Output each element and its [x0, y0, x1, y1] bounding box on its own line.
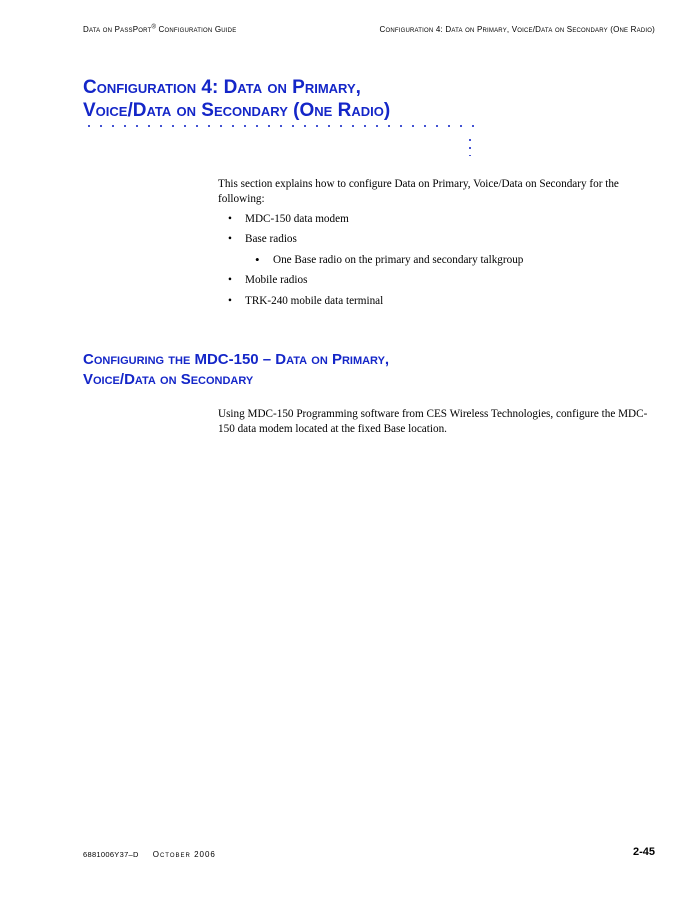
bullet-icon: • [228, 233, 232, 246]
dotted-rule [83, 124, 475, 128]
list-item-label: One Base radio on the primary and secondary talkgroup [273, 253, 524, 266]
page-number: 2-45 [632, 846, 655, 858]
list-item-label: MDC-150 data modem [245, 213, 349, 225]
bullet-icon: • [228, 213, 232, 225]
footer-left [83, 850, 216, 859]
list-item [218, 294, 648, 309]
sub-list-item [218, 253, 648, 268]
subsection-title-line-2: Voice/Data on Secondary [83, 371, 254, 388]
list-item [218, 212, 648, 227]
bullet-icon: • [228, 274, 232, 287]
list-item [218, 232, 648, 247]
bullet-icon: • [228, 294, 232, 307]
section-title-line-2: Voice/Data on Secondary (One Radio) [83, 100, 391, 121]
header-guide-suffix: Configuration Guide [156, 25, 237, 34]
doc-date: October 2006 [152, 850, 216, 859]
list-item-label: Mobile radios [245, 274, 308, 287]
subsection-paragraph [218, 407, 658, 437]
list-item [218, 273, 648, 288]
intro-line-2: following: [218, 193, 265, 205]
intro-line-1: This section explains how to configure Data on Primary, Voice/Data on Secondary for the [218, 178, 619, 190]
running-header-left [83, 25, 236, 34]
bullet-icon: • [255, 251, 260, 267]
intro-paragraph [218, 177, 658, 207]
section-title-line-1: Configuration 4: Data on Primary, [83, 77, 361, 98]
subsection-line-2: 150 data modem located at the fixed Base location. [218, 423, 447, 435]
subsection-line-1: Using MDC-150 Programming software from CES Wireless Technologies, configure the MDC- [218, 408, 648, 420]
dotted-rule-end [468, 136, 472, 156]
list-item-label: TRK-240 mobile data terminal [245, 294, 384, 307]
registered-mark: ® [151, 24, 157, 31]
list-item-label: Base radios [245, 233, 297, 246]
subsection-title-line-1: Configuring the MDC-150 – Data on Primary, [83, 351, 390, 368]
header-guide-name: Data on PassPort [83, 25, 152, 34]
configuration-list [218, 212, 648, 314]
section-title [83, 76, 503, 122]
subsection-title [83, 350, 503, 390]
running-header-right: Configuration 4: Data on Primary, Voice/Data on Secondary (One Radio) [379, 25, 655, 34]
doc-number: 6881006Y37–D [83, 850, 139, 859]
